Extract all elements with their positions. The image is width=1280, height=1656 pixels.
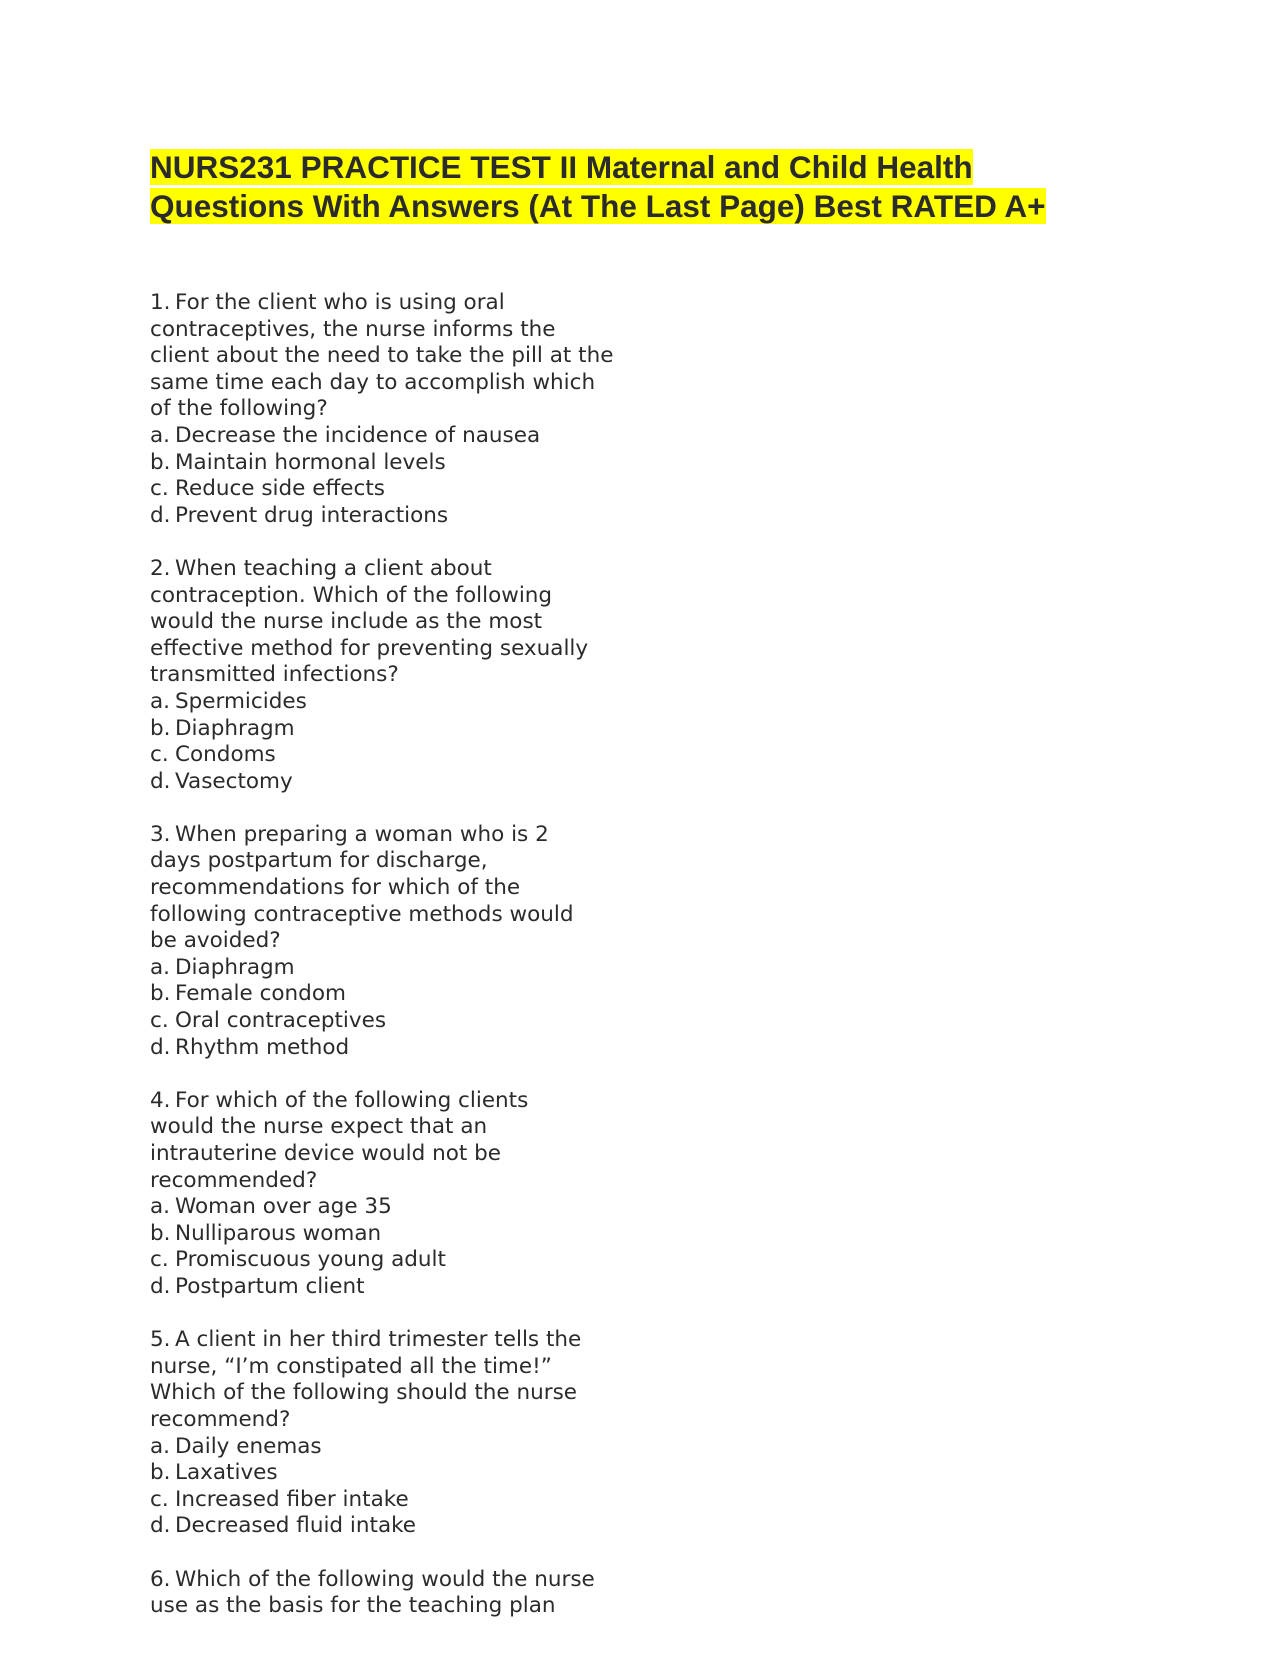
question-stem-text: transmitted infections?: [150, 662, 399, 688]
question-number: 4.: [150, 1087, 171, 1113]
answer-option-text: Postpartum client: [175, 1273, 365, 1299]
question-stem-line: [150, 1141, 710, 1168]
question-stem-text: recommendations for which of the: [150, 875, 521, 901]
answer-option: [150, 476, 710, 503]
question-stem-line: [150, 875, 710, 902]
question-stem-text: Which of the following should the nurse: [150, 1380, 578, 1406]
answer-option-letter: a.: [150, 422, 171, 448]
answer-option: [150, 1460, 710, 1487]
answer-option-letter: d.: [150, 1513, 171, 1539]
question-number: 3.: [150, 821, 171, 847]
question-stem-line: [150, 1593, 710, 1620]
answer-option: [150, 716, 710, 743]
answer-option-text: Increased fiber intake: [175, 1486, 409, 1512]
answer-option: [150, 423, 710, 450]
answer-option-text: Reduce side effects: [175, 476, 385, 502]
answer-option-text: Vasectomy: [175, 768, 293, 794]
question-stem-line: [150, 1327, 710, 1354]
question-stem-line: [150, 1407, 710, 1434]
question-stem-text: of the following?: [150, 396, 328, 422]
answer-option-text: Spermicides: [175, 688, 307, 714]
question-stem-text: intrauterine device would not be: [150, 1141, 502, 1166]
answer-option: [150, 1008, 710, 1035]
question-stem-line: [150, 1114, 710, 1141]
question-stem-line: [150, 1168, 710, 1195]
question-block: [150, 556, 710, 795]
question-block: [150, 822, 710, 1061]
answer-option: [150, 1035, 710, 1062]
question-stem-text: For which of the following clients: [175, 1087, 529, 1113]
answer-option: [150, 1247, 710, 1274]
question-stem-line: [150, 822, 710, 849]
answer-option-letter: a.: [150, 688, 171, 714]
answer-option-text: Daily enemas: [175, 1433, 322, 1459]
answer-option: [150, 742, 710, 769]
answer-option-letter: d.: [150, 768, 171, 794]
question-stem-line: [150, 662, 710, 689]
answer-option-text: Decrease the incidence of nausea: [175, 422, 541, 448]
answer-option-text: Laxatives: [175, 1460, 278, 1486]
answer-option: [150, 1274, 710, 1301]
question-stem-line: [150, 1088, 710, 1115]
question-stem-text: would the nurse include as the most: [150, 609, 543, 635]
document-title: [150, 148, 1070, 226]
question-number: 6.: [150, 1566, 171, 1592]
question-stem-text: Which of the following would the nurse: [175, 1566, 595, 1592]
answer-option-letter: d.: [150, 1034, 171, 1060]
answer-option: [150, 955, 710, 982]
question-stem-line: [150, 290, 710, 317]
question-stem-text: contraception. Which of the following: [150, 582, 553, 608]
question-stem-text: When teaching a client about: [175, 555, 492, 581]
answer-option-text: Nulliparous woman: [175, 1220, 382, 1246]
answer-option-text: Promiscuous young adult: [175, 1247, 446, 1273]
question-stem-text: effective method for preventing sexually: [150, 635, 589, 661]
question-block: [150, 290, 710, 529]
answer-option-letter: d.: [150, 1273, 171, 1299]
question-stem-line: [150, 343, 710, 370]
question-stem-text: recommend?: [150, 1406, 291, 1432]
answer-option-text: Rhythm method: [175, 1034, 350, 1060]
answer-option: [150, 450, 710, 477]
question-stem-line: [150, 928, 710, 955]
question-stem-text: following contraceptive methods would: [150, 901, 574, 927]
answer-option-letter: b.: [150, 449, 171, 475]
answer-option: [150, 1194, 710, 1221]
question-stem-line: [150, 556, 710, 583]
answer-option-letter: c.: [150, 476, 169, 502]
question-list: [150, 290, 710, 1646]
answer-option: [150, 769, 710, 796]
question-stem-text: recommended?: [150, 1167, 318, 1193]
answer-option: [150, 1434, 710, 1461]
answer-option: [150, 689, 710, 716]
question-stem-text: use as the basis for the teaching plan: [150, 1593, 556, 1619]
answer-option-letter: d.: [150, 502, 171, 528]
question-stem-line: [150, 902, 710, 929]
answer-option-letter: c.: [150, 1247, 169, 1273]
answer-option-text: Oral contraceptives: [175, 1008, 387, 1034]
question-stem-text: same time each day to accomplish which: [150, 369, 596, 395]
question-stem-line: [150, 583, 710, 610]
question-stem-line: [150, 370, 710, 397]
answer-option-letter: b.: [150, 981, 171, 1007]
question-number: 2.: [150, 555, 171, 581]
question-stem-text: For the client who is using oral: [175, 290, 505, 315]
question-stem-text: nurse, “I’m constipated all the time!”: [150, 1353, 552, 1379]
question-number: 1.: [150, 290, 171, 315]
question-stem-text: contraceptives, the nurse informs the: [150, 316, 556, 342]
question-stem-text: be avoided?: [150, 928, 281, 954]
question-stem-line: [150, 396, 710, 423]
question-block: [150, 1327, 710, 1540]
question-stem-line: [150, 317, 710, 344]
answer-option: [150, 1487, 710, 1514]
question-stem-text: A client in her third trimester tells the: [175, 1327, 582, 1353]
question-stem-line: [150, 1380, 710, 1407]
answer-option: [150, 503, 710, 530]
answer-option-text: Female condom: [175, 981, 346, 1007]
question-stem-line: [150, 1354, 710, 1381]
answer-option-letter: a.: [150, 1433, 171, 1459]
question-block: [150, 1567, 710, 1620]
answer-option-text: Prevent drug interactions: [175, 502, 449, 528]
answer-option-text: Woman over age 35: [175, 1194, 392, 1220]
answer-option: [150, 1221, 710, 1248]
answer-option-letter: c.: [150, 742, 169, 768]
answer-option-letter: b.: [150, 1460, 171, 1486]
question-stem-line: [150, 609, 710, 636]
answer-option-text: Decreased fluid intake: [175, 1513, 417, 1539]
question-stem-text: days postpartum for discharge,: [150, 848, 488, 874]
question-stem-text: client about the need to take the pill at the: [150, 343, 614, 369]
answer-option-letter: c.: [150, 1008, 169, 1034]
question-number: 5.: [150, 1327, 171, 1353]
question-stem-line: [150, 636, 710, 663]
answer-option-letter: a.: [150, 1194, 171, 1220]
question-stem-line: [150, 1567, 710, 1594]
question-stem-line: [150, 848, 710, 875]
answer-option-text: Diaphragm: [175, 954, 295, 980]
answer-option-letter: c.: [150, 1486, 169, 1512]
answer-option-letter: b.: [150, 715, 171, 741]
question-stem-text: When preparing a woman who is 2: [175, 821, 549, 847]
answer-option-text: Maintain hormonal levels: [175, 449, 446, 475]
answer-option-text: Diaphragm: [175, 715, 295, 741]
document-title-text: NURS231 PRACTICE TEST II Maternal and Child Health Questions With Answers (At The Last Page) Best RATED A+: [150, 149, 1046, 224]
answer-option-text: Condoms: [175, 742, 276, 768]
answer-option-letter: a.: [150, 954, 171, 980]
question-block: [150, 1088, 710, 1301]
answer-option: [150, 981, 710, 1008]
answer-option: [150, 1513, 710, 1540]
question-stem-text: would the nurse expect that an: [150, 1114, 488, 1140]
answer-option-letter: b.: [150, 1220, 171, 1246]
